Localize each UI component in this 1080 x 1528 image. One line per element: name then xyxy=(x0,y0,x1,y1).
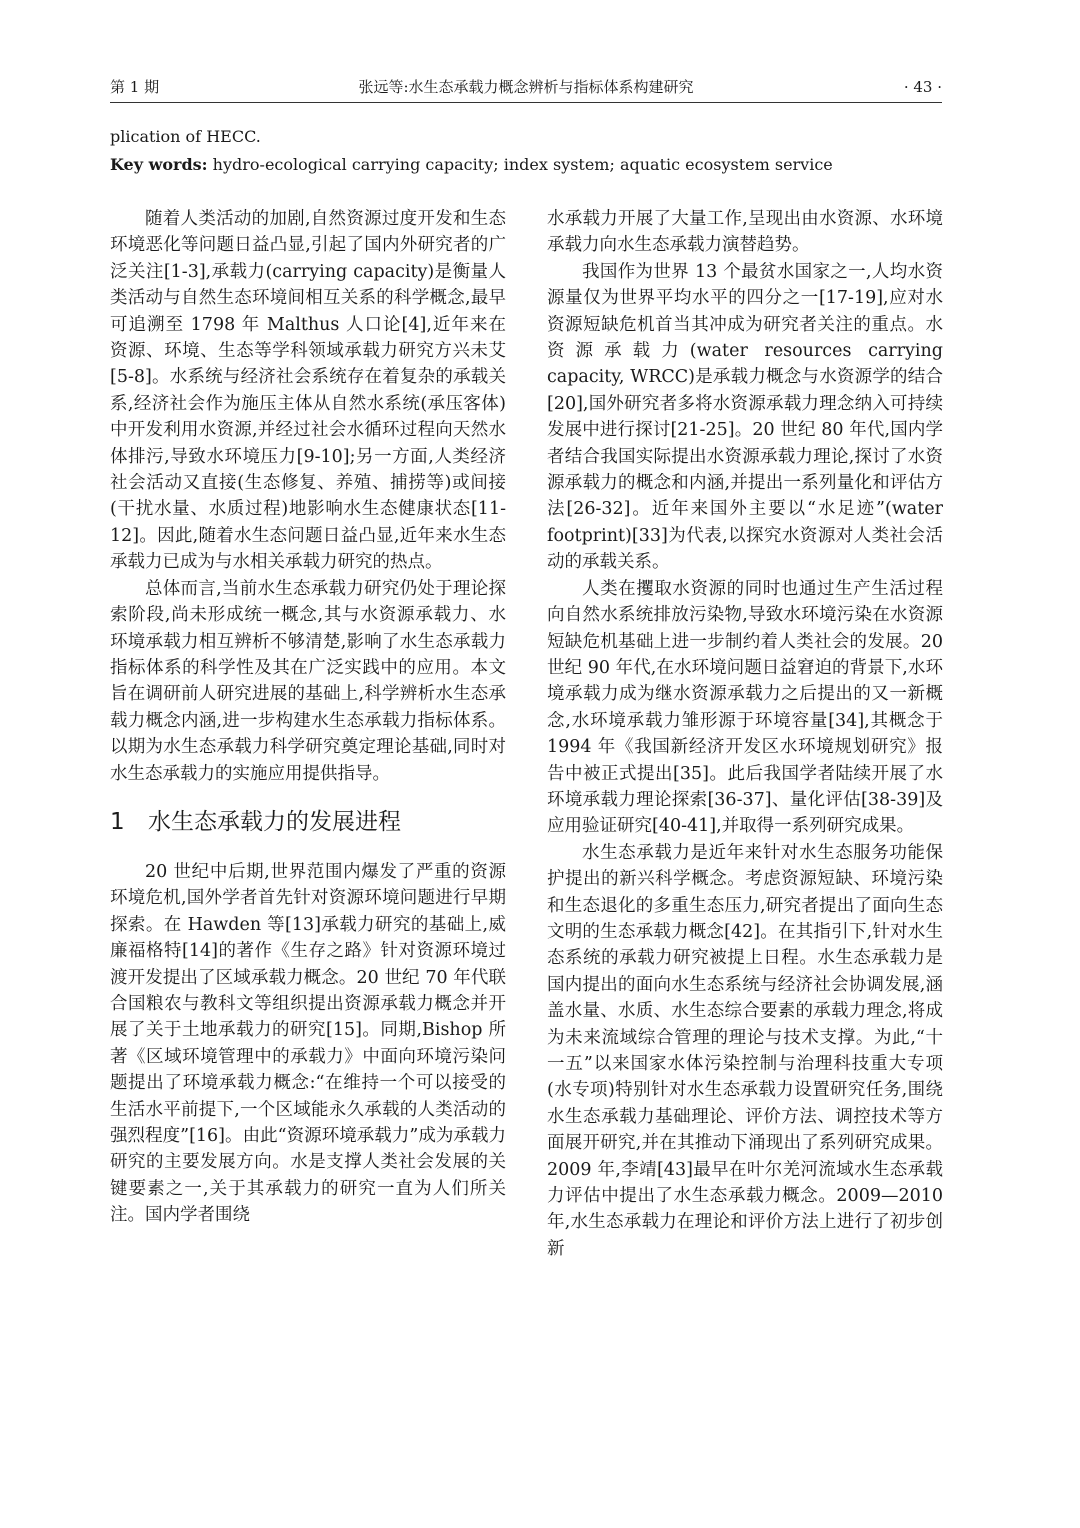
abstract-continuation: plication of HECC. xyxy=(110,127,261,146)
running-header xyxy=(110,74,942,100)
header-rule xyxy=(110,102,942,103)
journal-issue: 第 1 期 xyxy=(110,78,160,96)
page-number: · 43 · xyxy=(903,78,942,96)
section-title: 水生态承载力的发展进程 xyxy=(148,808,401,835)
right-column xyxy=(547,206,943,1262)
paragraph-continued: 水承载力开展了大量工作,呈现出由水资源、水环境承载力向水生态承载力演替趋势。 xyxy=(547,209,943,256)
paragraph: 我国作为世界 13 个最贫水国家之一,人均水资源量仅为世界平均水平的四分之一[17-19],应对水资源短缺危机首当其冲成为研究者关注的重点。水资源承载力(water resources carrying capacity, WRCC)是承载力概念与水资源学的结合[20],国外研究者多将水资源承载力理念纳入可持续发展中进行探讨[21-25]。20 世纪 80 年代,国内学者结合我国实际提出水资源承载力理论,探讨了水资源承载力的概念和内涵,并提出一系列量化和评估方法[26-32]。近年来国外主要以“水足迹”(water footprint)[33]为代表,以探究水资源对人类社会活动的承载关系。 xyxy=(547,261,943,573)
paragraph: 20 世纪中后期,世界范围内爆发了严重的资源环境危机,国外学者首先针对资源环境问题进行早期探索。在 Hawden 等[13]承载力研究的基础上,威廉福格特[14]的著作《生存之路》针对资源环境过渡开发提出了区域承载力概念。20 世纪 70 年代联合国粮农与教科文等组织提出资源承载力概念并开展了关于土地承载力的研究[15]。同期,Bishop 所著《区域环境管理中的承载力》中面向环境污染问题提出了环境承载力概念:“在维持一个可以接受的生活水平前提下,一个区域能永久承载的人类活动的强烈程度”[16]。由此“资源环境承载力”成为承载力研究的主要发展方向。水是支撑人类社会发展的关键要素之一,关于其承载力的研究一直为人们所关注。国内学者围绕 xyxy=(110,861,506,1226)
paragraph: 总体而言,当前水生态承载力研究仍处于理论探索阶段,尚未形成统一概念,其与水资源承载力、水环境承载力相互辨析不够清楚,影响了水生态承载力指标体系的科学性及其在广泛实践中的应用。本文旨在调研前人研究进展的基础上,科学辨析水生态承载力概念内涵,进一步构建水生态承载力指标体系。以期为水生态承载力科学研究奠定理论基础,同时对水生态承载力的实施应用提供指导。 xyxy=(110,578,506,784)
keywords-label: Key words: xyxy=(110,155,208,174)
section-number: 1 xyxy=(110,808,125,835)
paragraph: 随着人类活动的加剧,自然资源过度开发和生态环境恶化等问题日益凸显,引起了国内外研究者的广泛关注[1-3],承载力(carrying capacity)是衡量人类活动与自然生态环境间相互关系的科学概念,最早可追溯至 1798 年 Malthus 人口论[4],近年来在资源、环境、生态等学科领域承载力研究方兴未艾[5-8]。水系统与经济社会系统存在着复杂的承载关系,经济社会作为施压主体从自然水系统(承压客体)中开发利用水资源,并经过社会水循环过程向天然水体排污,导致水环境压力[9-10];另一方面,人类经济社会活动又直接(生态修复、养殖、捕捞等)或间接(干扰水量、水质过程)地影响水生态健康状态[11-12]。因此,随着水生态问题日益凸显,近年来水生态承载力已成为与水相关承载力研究的热点。 xyxy=(110,209,506,573)
keywords-text: hydro-ecological carrying capacity; index system; aquatic ecosystem service xyxy=(207,155,833,174)
paragraph: 人类在攫取水资源的同时也通过生产生活过程向自然水系统排放污染物,导致水环境污染在水资源短缺危机基础上进一步制约着人类社会的发展。20 世纪 90 年代,在水环境问题日益窘迫的背景下,水环境承载力成为继水资源承载力之后提出的又一新概念,水环境承载力雏形源于环境容量[34],其概念于 1994 年《我国新经济开发区水环境规划研究》报告中被正式提出[35]。此后我国学者陆续开展了水环境承载力理论探索[36-37]、量化评估[38-39]及应用验证研究[40-41],并取得一系列研究成果。 xyxy=(547,578,943,837)
section-heading xyxy=(110,807,506,837)
running-title: 张远等:水生态承载力概念辨析与指标体系构建研究 xyxy=(358,78,694,96)
keywords-line xyxy=(110,152,942,178)
paragraph: 水生态承载力是近年来针对水生态服务功能保护提出的新兴科学概念。考虑资源短缺、环境污染和生态退化的多重生态压力,研究者提出了面向生态文明的生态承载力概念[42]。在其指引下,针对水生态系统的承载力研究被提上日程。水生态承载力是国内提出的面向水生态系统与经济社会协调发展,涵盖水量、水质、水生态综合要素的承载力理念,将成为未来流域综合管理的理论与技术支撑。为此,“十一五”以来国家水体污染控制与治理科技重大专项(水专项)特别针对水生态承载力设置研究任务,围绕水生态承载力基础理论、评价方法、调控技术等方面展开研究,并在其推动下涌现出了系列研究成果。2009 年,李靖[43]最早在叶尔羌河流域水生态承载力评估中提出了水生态承载力概念。2009—2010 年,水生态承载力在理论和评价方法上进行了初步创新 xyxy=(547,842,943,1259)
left-column xyxy=(110,206,506,1229)
